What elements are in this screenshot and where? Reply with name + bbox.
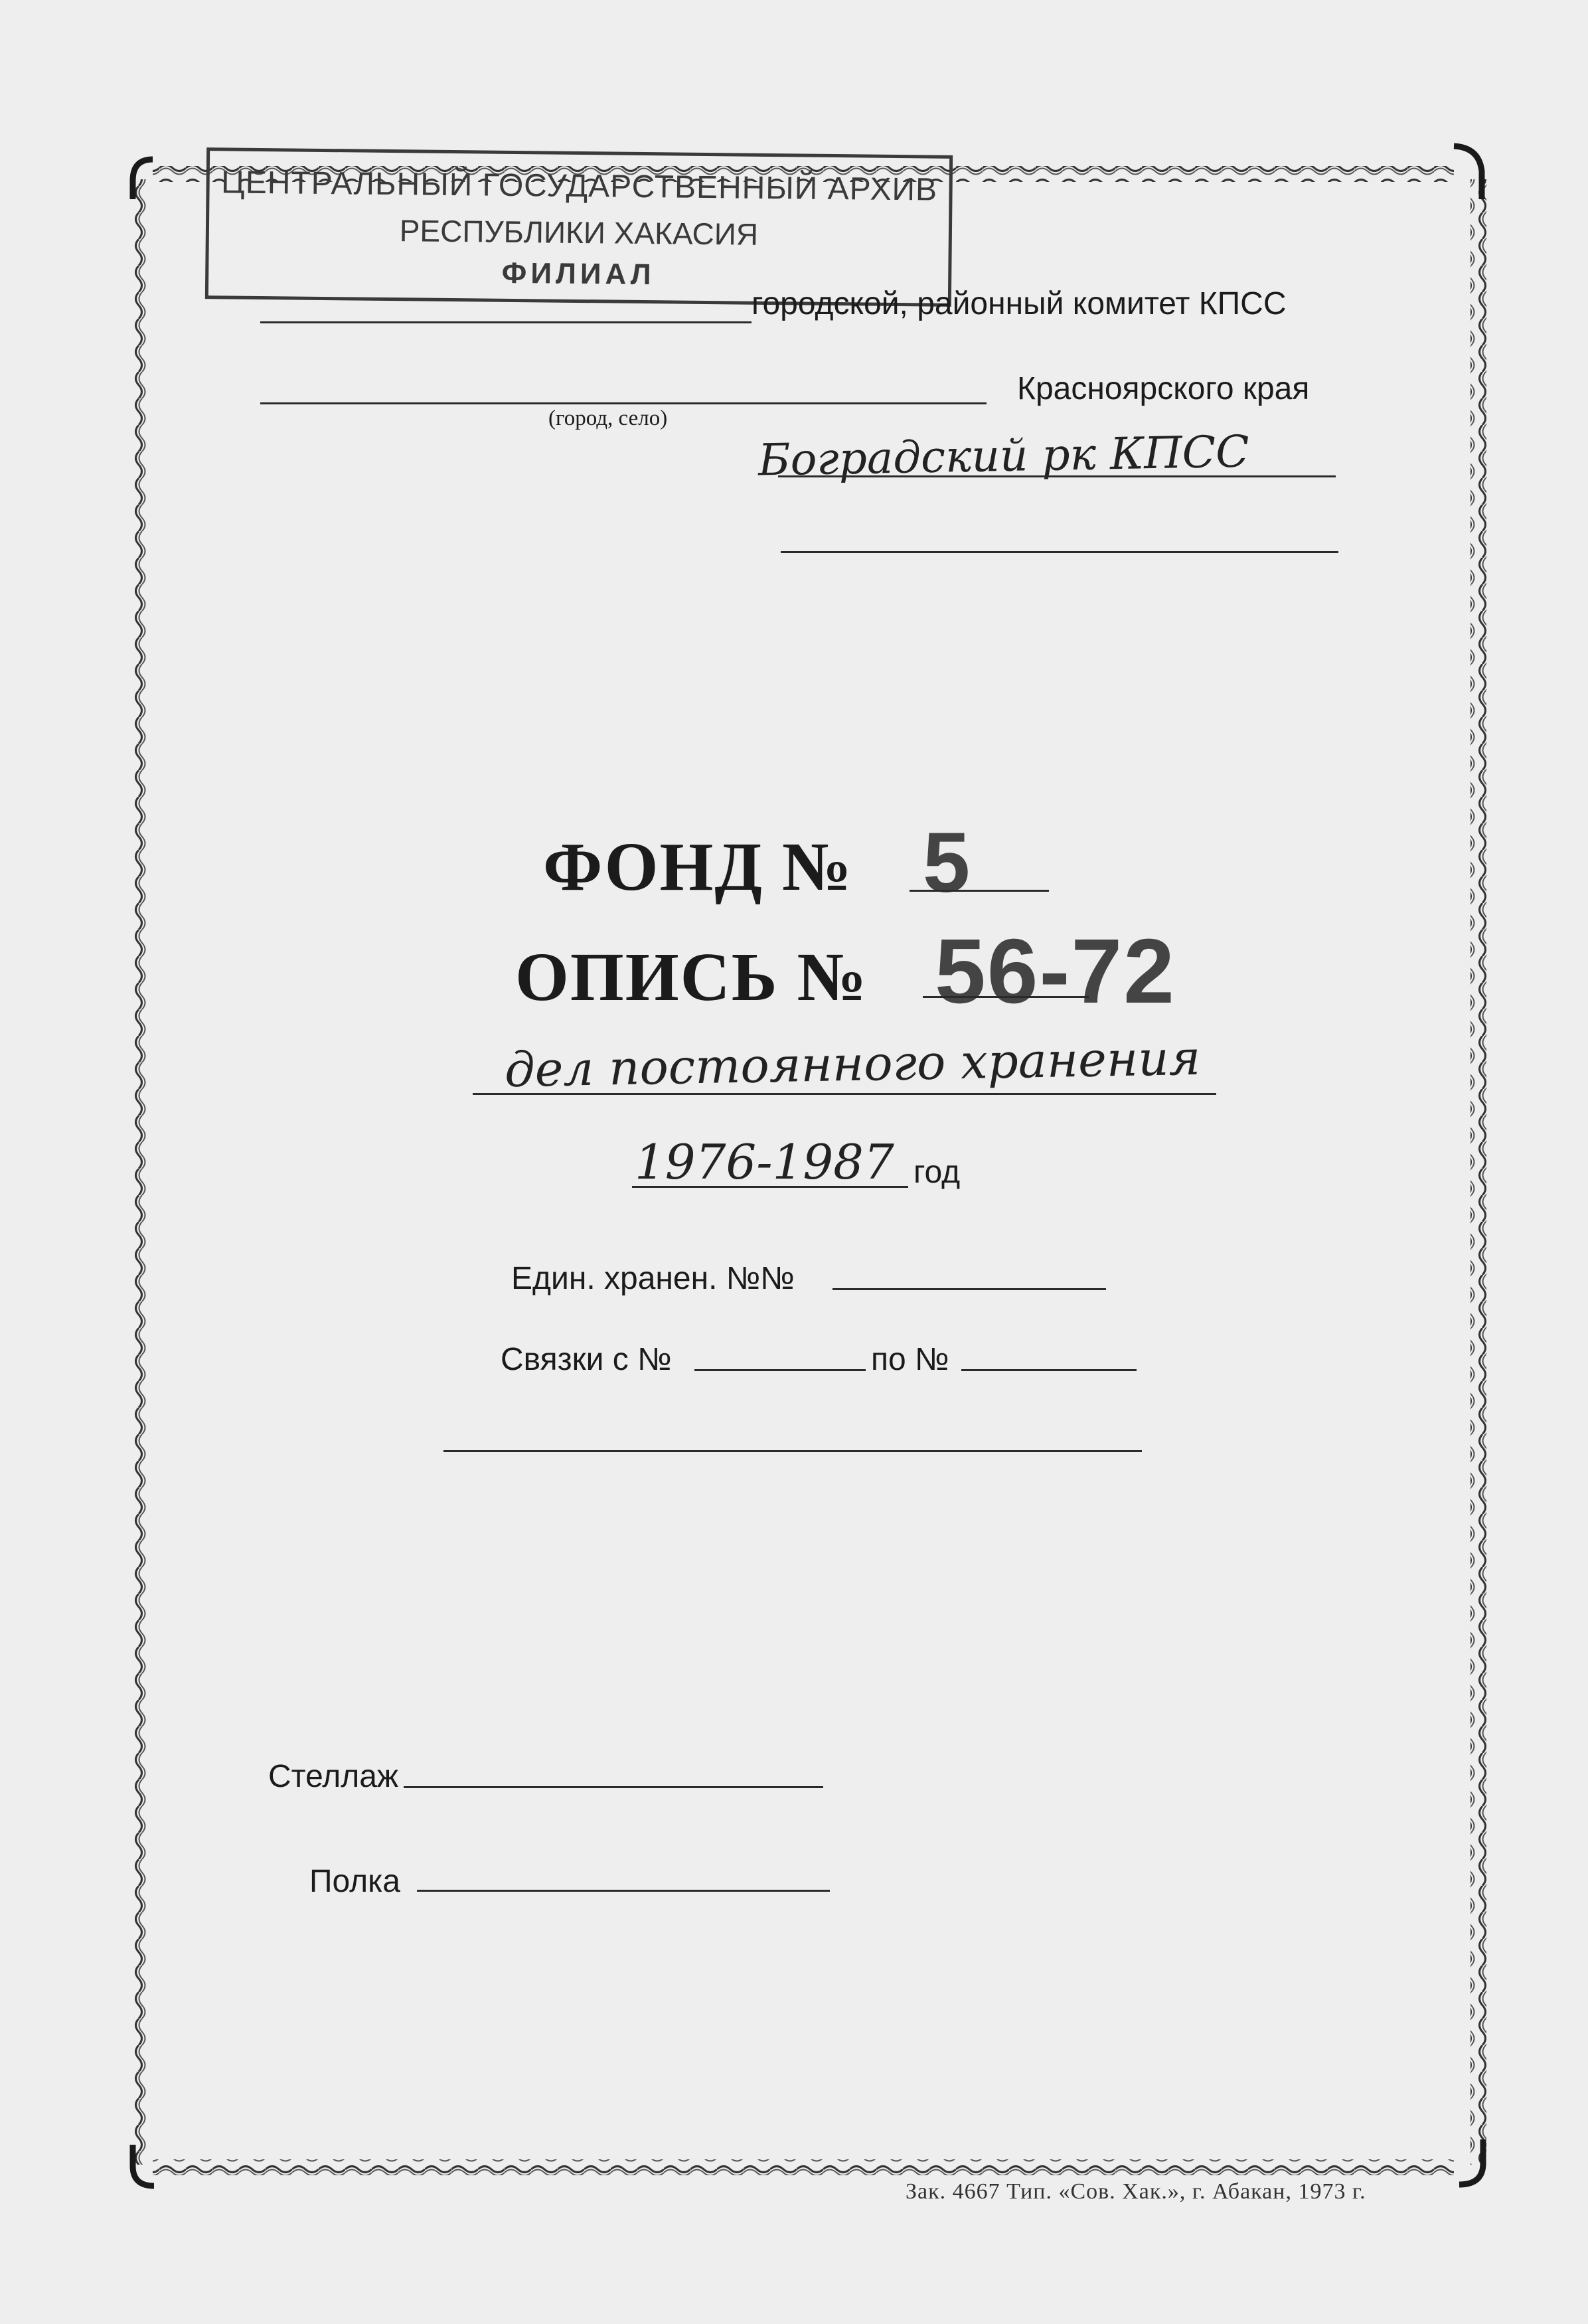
- fond-label: ФОНД №: [543, 829, 853, 905]
- city-blank-line: [260, 402, 987, 404]
- bundles-from-line: [694, 1369, 866, 1371]
- handwritten-years: 1976-1987: [635, 1134, 894, 1190]
- stamp-line-branch: ФИЛИАЛ: [501, 256, 655, 291]
- year-label: год: [913, 1155, 961, 1190]
- stamp-line-republic: РЕСПУБЛИКИ ХАКАСИЯ: [399, 213, 759, 252]
- shelf-label: Полка: [309, 1864, 400, 1899]
- shelf-line: [417, 1890, 830, 1892]
- committee-label: городской, районный комитет КПСС: [752, 286, 1287, 321]
- stamp-line-archive: ЦЕНТРАЛЬНЫЙ ГОСУДАРСТВЕННЫЙ АРХИВ: [220, 165, 938, 208]
- committee-blank-line: [260, 321, 752, 323]
- bundles-to-line: [961, 1369, 1137, 1371]
- rack-label: Стеллаж: [268, 1759, 399, 1794]
- handwritten-committee-name: Боградский рк КПСС: [757, 426, 1250, 486]
- name-underline: [778, 475, 1336, 477]
- second-blank-line: [781, 551, 1338, 553]
- opis-label: ОПИСЬ №: [515, 939, 868, 1015]
- printing-imprint: Зак. 4667 Тип. «Сов. Хак.», г. Абакан, 1973 г.: [906, 2179, 1366, 2204]
- extra-blank-line: [443, 1450, 1142, 1452]
- description-underline: [473, 1093, 1216, 1095]
- bundles-from-label: Связки с №: [501, 1342, 672, 1377]
- opis-number: 56-72: [935, 920, 1176, 1023]
- years-underline: [632, 1186, 908, 1188]
- storage-units-line: [833, 1288, 1106, 1290]
- handwritten-description: дел постоянного хранения: [504, 1029, 1201, 1098]
- archive-stamp: [205, 147, 953, 307]
- region-label: Красноярского края: [1017, 371, 1310, 406]
- opis-number-line: [923, 996, 1089, 998]
- fond-number-line: [910, 890, 1049, 892]
- rack-line: [404, 1786, 823, 1788]
- storage-units-label: Един. хранен. №№: [511, 1261, 795, 1296]
- fond-number: 5: [923, 815, 972, 910]
- city-caption: (город, село): [548, 406, 668, 430]
- bundles-to-label: по №: [871, 1342, 949, 1377]
